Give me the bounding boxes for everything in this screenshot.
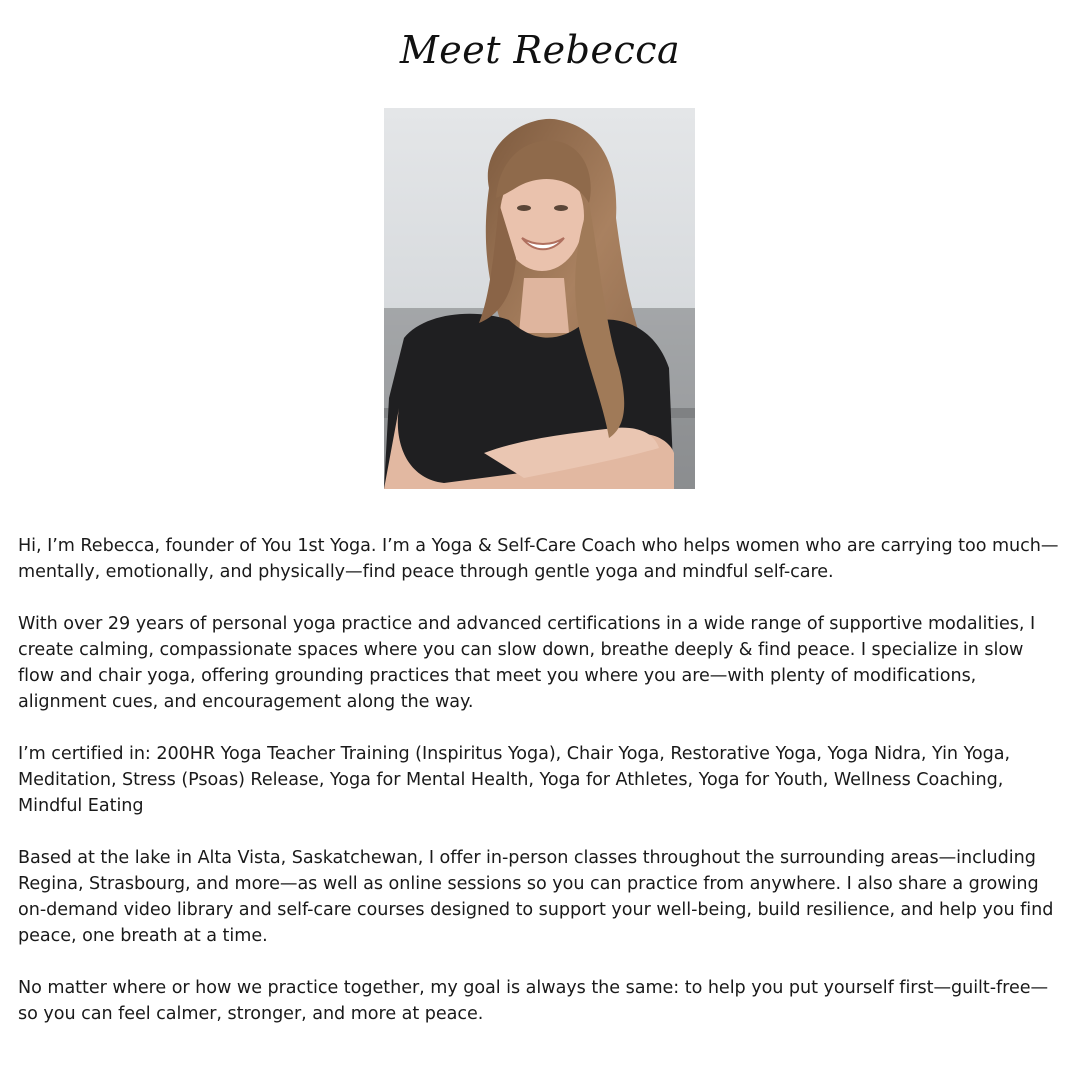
bio-paragraph-intro: Hi, I’m Rebecca, founder of You 1st Yoga. I’m a Yoga & Self-Care Coach who helps women who are carrying too much—mentally, emotionally, and physically—find peace through gentle yoga and mindful self-care. <box>18 536 1059 582</box>
portrait-photo <box>384 108 695 489</box>
bio-paragraph-experience: With over 29 years of personal yoga practice and advanced certifications in a wide range of supportive modalities, I create calming, compassionate spaces where you can slow down, breathe deeply & find peace. I specialize in slow flow and chair yoga, offering grounding practices that meet you where you are—with plenty of modifications, alignment cues, and encouragement along the way. <box>18 614 1036 712</box>
bio-section <box>18 533 1064 1053</box>
bio-paragraph-certifications: I’m certified in: 200HR Yoga Teacher Training (Inspiritus Yoga), Chair Yoga, Restorative Yoga, Yoga Nidra, Yin Yoga, Meditation, Stress (Psoas) Release, Yoga for Mental Health, Yoga for Athletes, Yoga for Youth, Wellness Coaching, Mindful Eating <box>18 744 1011 816</box>
bio-paragraph-location: Based at the lake in Alta Vista, Saskatchewan, I offer in-person classes throughout the surrounding areas—including Regina, Strasbourg, and more—as well as online sessions so you can practice from anywhere. I also share a growing on-demand video library and self-care courses designed to support your well-being, build resilience, and help you find peace, one breath at a time. <box>18 848 1054 946</box>
page-title: Meet Rebecca <box>399 28 681 72</box>
portrait-icon <box>384 108 695 489</box>
bio-paragraph-goal: No matter where or how we practice together, my goal is always the same: to help you put yourself first—guilt-free—so you can feel calmer, stronger, and more at peace. <box>18 978 1049 1024</box>
